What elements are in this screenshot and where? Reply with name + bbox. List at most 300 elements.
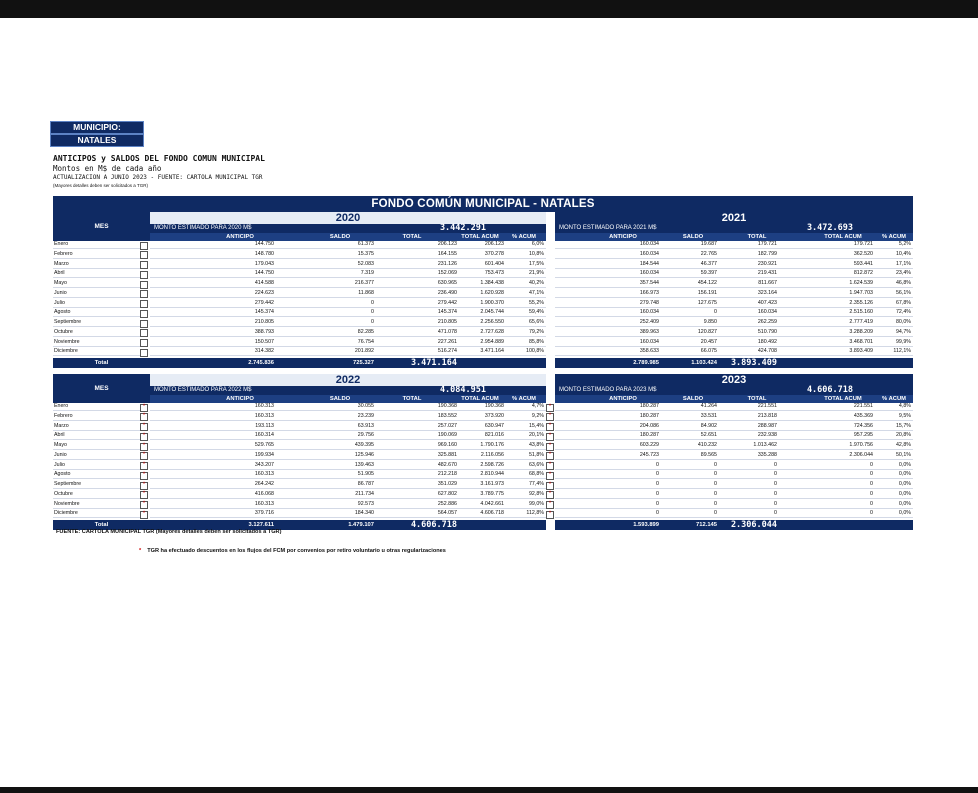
- table-cell: 180.492: [757, 338, 777, 345]
- table-cell: 219.431: [757, 270, 777, 277]
- column-header: TOTAL ACUM: [824, 396, 862, 402]
- table-cell: 724.356: [853, 422, 873, 429]
- total-row: [555, 358, 913, 368]
- table-cell: 42,8%: [895, 442, 911, 448]
- table-cell: 160.314: [254, 432, 274, 439]
- month-cell: [53, 348, 148, 356]
- table-cell: 160.034: [757, 309, 777, 316]
- table-cell: 221.551: [757, 403, 777, 409]
- table-cell: 66.075: [700, 348, 717, 355]
- month-label: Diciembre: [54, 348, 78, 355]
- checkbox-icon: [140, 300, 148, 308]
- table-cell: 0,0%: [898, 490, 911, 497]
- table-cell: 94,7%: [895, 328, 911, 335]
- table-cell: 0: [656, 510, 659, 517]
- total-anticipo: 2.745.836: [248, 360, 274, 366]
- table-cell: 0: [656, 481, 659, 487]
- checkbox-icon: [140, 320, 148, 328]
- table-cell: 236.490: [437, 289, 457, 296]
- table-cell: 362.520: [853, 250, 873, 257]
- table-cell: 4.042.661: [480, 500, 504, 507]
- table-cell: 0,0%: [898, 461, 911, 468]
- table-cell: 564.057: [437, 510, 457, 517]
- table-cell: 43,8%: [528, 442, 544, 448]
- fund-banner: FONDO COMÚN MUNICIPAL - NATALES: [53, 196, 913, 212]
- column-header: ANTICIPO: [226, 396, 254, 402]
- table-cell: 3.468.701: [849, 338, 873, 345]
- table-cell: 279.748: [639, 299, 659, 306]
- total-anticipo: 2.789.985: [633, 360, 659, 366]
- table-row: [548, 442, 913, 450]
- table-cell: 627.802: [437, 490, 457, 497]
- year-title: 2022: [150, 374, 546, 387]
- table-cell: 454.122: [697, 280, 717, 286]
- month-cell: [53, 309, 148, 317]
- table-cell: 46,8%: [895, 280, 911, 286]
- table-cell: 10,8%: [528, 250, 544, 257]
- month-column: [53, 403, 150, 520]
- table-cell: 125.946: [354, 451, 374, 458]
- table-cell: 206.123: [484, 241, 504, 247]
- table-cell: 72,4%: [895, 309, 911, 316]
- footer-note-line: [139, 548, 446, 554]
- table-cell: 2.306.044: [849, 451, 873, 458]
- red-mark-icon: *: [139, 548, 142, 554]
- total-saldo: 1.103.424: [691, 360, 717, 366]
- table-cell: 86.787: [357, 481, 374, 487]
- table-cell: 4,7%: [531, 403, 544, 409]
- table-row: [555, 319, 913, 327]
- checkbox-icon: [140, 242, 148, 250]
- table-row: [150, 481, 546, 489]
- table-cell: 230.921: [757, 260, 777, 267]
- table-cell: 210.805: [254, 319, 274, 325]
- table-cell: 252.409: [639, 319, 659, 325]
- table-cell: 4.606.718: [480, 510, 504, 517]
- table-cell: 335.288: [757, 451, 777, 458]
- table-cell: 179.721: [853, 241, 873, 247]
- table-cell: 314.382: [254, 348, 274, 355]
- table-cell: 1.013.462: [753, 442, 777, 448]
- table-row: [548, 432, 913, 440]
- month-column: [53, 241, 150, 358]
- table-cell: 201.892: [354, 348, 374, 355]
- table-cell: 76.754: [357, 338, 374, 345]
- table-cell: 67,8%: [895, 299, 911, 306]
- table-cell: 0,0%: [898, 481, 911, 487]
- month-label: Junio: [54, 451, 67, 458]
- checkbox-icon: [140, 251, 148, 259]
- table-cell: 10,4%: [895, 250, 911, 257]
- table-cell: 279.442: [437, 299, 457, 306]
- table-cell: 150.507: [254, 338, 274, 345]
- table-cell: 47,1%: [528, 289, 544, 296]
- table-cell: 206.123: [437, 241, 457, 247]
- table-cell: 160.313: [254, 412, 274, 419]
- table-cell: 127.675: [697, 299, 717, 306]
- table-cell: 957.295: [853, 432, 873, 439]
- table-cell: 120.827: [697, 328, 717, 335]
- table-cell: 20,8%: [895, 432, 911, 439]
- table-cell: 3.893.409: [849, 348, 873, 355]
- red-mark-icon: *: [140, 482, 148, 490]
- estimated-amount-value: 4.084.951: [439, 385, 486, 395]
- red-mark-icon: *: [546, 433, 554, 441]
- table-cell: 2.598.726: [480, 461, 504, 468]
- table-cell: 112,1%: [893, 348, 911, 355]
- table-row: [555, 241, 913, 249]
- month-label: Mayo: [54, 280, 67, 286]
- bottom-black-bar: [0, 787, 978, 793]
- table-cell: 61.373: [357, 241, 374, 247]
- section-2020: [150, 212, 546, 368]
- table-block-2020-2021: [53, 212, 913, 368]
- table-cell: 0: [656, 500, 659, 507]
- month-label: Julio: [54, 299, 65, 306]
- table-block-2022-2023: [53, 374, 913, 530]
- table-cell: 224.623: [254, 289, 274, 296]
- table-row: [150, 471, 546, 479]
- month-cell: [53, 481, 148, 489]
- table-cell: 80,0%: [895, 319, 911, 325]
- column-header: % ACUM: [512, 234, 536, 240]
- month-label: Octubre: [54, 490, 73, 497]
- table-cell: 182.799: [757, 250, 777, 257]
- table-cell: 424.708: [757, 348, 777, 355]
- table-row: [548, 412, 913, 421]
- table-row: [555, 348, 913, 356]
- report-subtitle: Montos en M$ de cada año: [53, 164, 162, 173]
- table-cell: 199.934: [254, 451, 274, 458]
- column-headers: [555, 395, 913, 403]
- month-cell: [53, 403, 148, 411]
- column-header: SALDO: [329, 234, 351, 240]
- table-cell: 2.045.744: [480, 309, 504, 316]
- red-mark-icon: *: [546, 452, 554, 460]
- table-row: [548, 471, 913, 479]
- table-cell: 471.078: [437, 328, 457, 335]
- month-label: Febrero: [54, 412, 73, 419]
- year-title: 2023: [721, 374, 747, 386]
- table-cell: 190.368: [437, 403, 457, 409]
- estimated-amount-row: [150, 386, 546, 395]
- table-row: [548, 500, 913, 509]
- column-header: TOTAL: [402, 396, 422, 402]
- table-cell: 216.377: [354, 280, 374, 286]
- table-cell: 1.624.539: [849, 280, 873, 286]
- table-cell: 357.544: [639, 280, 659, 286]
- table-row: [548, 451, 913, 460]
- table-cell: 148.780: [254, 250, 274, 257]
- table-cell: 0: [656, 490, 659, 497]
- table-row: [548, 481, 913, 489]
- month-label: Febrero: [54, 250, 73, 257]
- table-cell: 59.397: [700, 270, 717, 277]
- data-rows: [150, 403, 546, 520]
- table-cell: 100,8%: [526, 348, 544, 355]
- table-cell: 603.229: [639, 442, 659, 448]
- table-cell: 0: [714, 471, 717, 478]
- table-cell: 3.471.164: [480, 348, 504, 355]
- column-headers: [150, 395, 546, 403]
- table-cell: 190.368: [484, 403, 504, 409]
- table-cell: 82.285: [357, 328, 374, 335]
- table-cell: 439.395: [354, 442, 374, 448]
- table-row: [555, 251, 913, 259]
- table-cell: 6,0%: [531, 241, 544, 247]
- column-header: ANTICIPO: [609, 234, 637, 240]
- table-row: [150, 300, 546, 308]
- table-cell: 0,0%: [898, 471, 911, 478]
- column-header: ANTICIPO: [226, 234, 254, 240]
- table-cell: 15.375: [357, 250, 374, 257]
- column-header: TOTAL ACUM: [824, 234, 862, 240]
- municipality-box: [50, 121, 144, 147]
- data-rows: [555, 241, 913, 358]
- table-cell: 1.620.928: [480, 289, 504, 296]
- table-cell: 969.160: [437, 442, 457, 448]
- month-label: Noviembre: [54, 500, 80, 507]
- column-header: % ACUM: [882, 234, 906, 240]
- table-cell: 0: [870, 471, 873, 478]
- table-cell: 50,1%: [895, 451, 911, 458]
- table-cell: 0: [714, 510, 717, 517]
- table-cell: 482.670: [437, 461, 457, 468]
- municipality-label: MUNICIPIO:: [50, 121, 144, 134]
- table-cell: 601.404: [484, 260, 504, 267]
- checkbox-icon: [140, 290, 148, 298]
- table-cell: 160.034: [639, 270, 659, 277]
- table-row: [150, 339, 546, 347]
- red-mark-icon: *: [546, 501, 554, 509]
- table-cell: 0: [371, 319, 374, 325]
- checkbox-icon: [140, 339, 148, 347]
- table-cell: 40,2%: [528, 280, 544, 286]
- footer-source: FUENTE: CARTOLA MUNICIPAL TGR (Mayores detalles deben ser solicitados a TGR): [56, 529, 282, 535]
- table-cell: 164.155: [437, 250, 457, 257]
- table-cell: 180.287: [639, 432, 659, 439]
- column-header: TOTAL: [747, 396, 767, 402]
- report-title: ANTICIPOS y SALDOS DEL FONDO COMUN MUNICIPAL: [53, 154, 265, 163]
- table-cell: 2.355.126: [849, 299, 873, 306]
- total-total: 4.606.718: [410, 520, 457, 530]
- table-cell: 166.973: [639, 289, 659, 296]
- red-mark-icon: *: [140, 423, 148, 431]
- column-header: SALDO: [329, 396, 351, 402]
- month-cell: [53, 251, 148, 259]
- month-cell: [53, 452, 148, 460]
- table-cell: 0: [656, 461, 659, 468]
- table-row: [555, 280, 913, 288]
- total-saldo: 725.327: [353, 360, 374, 366]
- table-cell: 812.872: [853, 270, 873, 277]
- table-cell: 99,9%: [895, 338, 911, 345]
- table-cell: 212.218: [437, 471, 457, 478]
- table-cell: 63,6%: [528, 461, 544, 468]
- table-cell: 213.818: [757, 412, 777, 419]
- total-saldo: 712.145: [696, 522, 717, 528]
- red-mark-icon: *: [140, 443, 148, 451]
- table-cell: 22.765: [700, 250, 717, 257]
- table-row: [150, 309, 546, 317]
- table-row: [548, 403, 913, 411]
- table-cell: 358.633: [639, 348, 659, 355]
- table-cell: 84.902: [700, 422, 717, 429]
- total-label: Total: [53, 520, 150, 530]
- table-cell: 204.086: [639, 422, 659, 429]
- table-cell: 52.651: [700, 432, 717, 439]
- table-row: [555, 290, 913, 298]
- month-cell: [53, 471, 148, 479]
- table-cell: 0: [870, 461, 873, 468]
- table-cell: 85,8%: [528, 338, 544, 345]
- month-cell: [53, 261, 148, 269]
- column-header: TOTAL: [747, 234, 767, 240]
- column-header: TOTAL: [402, 234, 422, 240]
- table-cell: 593.441: [853, 260, 873, 267]
- table-cell: 160.034: [639, 309, 659, 316]
- table-cell: 211.734: [355, 490, 374, 497]
- table-cell: 183.552: [437, 412, 457, 419]
- table-cell: 0: [714, 309, 717, 316]
- table-cell: 56,1%: [895, 289, 911, 296]
- table-cell: 264.242: [254, 481, 274, 487]
- table-cell: 516.274: [437, 348, 457, 355]
- estimated-amount-value: 4.606.718: [806, 385, 853, 395]
- estimated-amount-value: 3.472.693: [806, 223, 853, 233]
- table-cell: 30.055: [357, 403, 374, 409]
- column-header: % ACUM: [512, 396, 536, 402]
- table-cell: 630.965: [437, 280, 457, 286]
- table-cell: 2.727.628: [480, 328, 504, 335]
- table-cell: 370.278: [484, 250, 504, 257]
- section-2021: [555, 212, 913, 368]
- table-cell: 1.384.438: [480, 280, 504, 286]
- month-cell: [53, 413, 148, 421]
- table-cell: 145.374: [254, 309, 274, 316]
- table-cell: 2.116.056: [480, 451, 504, 458]
- table-cell: 193.113: [255, 422, 274, 429]
- table-cell: 227.261: [437, 338, 457, 345]
- checkbox-icon: [140, 281, 148, 289]
- table-cell: 184.544: [639, 260, 659, 267]
- table-cell: 0: [371, 299, 374, 306]
- table-row: [150, 241, 546, 249]
- table-row: [150, 491, 546, 499]
- table-cell: 180.287: [639, 412, 659, 419]
- column-header: TOTAL ACUM: [461, 396, 499, 402]
- table-cell: 112,8%: [526, 510, 544, 517]
- year-title: 2021: [721, 212, 747, 224]
- red-mark-icon: *: [140, 452, 148, 460]
- table-cell: 0: [774, 510, 777, 517]
- table-row: [555, 339, 913, 347]
- month-label: Agosto: [54, 471, 71, 478]
- month-label: Agosto: [54, 309, 71, 316]
- table-cell: 144.750: [254, 241, 274, 247]
- table-cell: 379.716: [254, 510, 274, 517]
- checkbox-icon: [140, 261, 148, 269]
- table-cell: 0: [774, 481, 777, 487]
- red-mark-icon: *: [140, 404, 148, 412]
- table-row: [555, 261, 913, 269]
- table-cell: 288.987: [757, 422, 777, 429]
- red-mark-icon: *: [140, 501, 148, 509]
- table-row: [555, 300, 913, 308]
- table-cell: 753.473: [484, 270, 504, 277]
- table-cell: 9,5%: [898, 412, 911, 419]
- checkbox-icon: [140, 349, 148, 357]
- estimated-amount-label: MONTO ESTIMADO PARA 2023 M$: [559, 387, 657, 393]
- table-cell: 152.069: [437, 270, 457, 277]
- report-update: ACTUALIZACION A JUNIO 2023 - FUENTE: CARTOLA MUNICIPAL TGR: [53, 174, 263, 181]
- red-mark-icon: *: [140, 472, 148, 480]
- table-cell: 351.029: [437, 481, 457, 487]
- table-cell: 23.239: [357, 412, 374, 419]
- table-cell: 1.970.756: [849, 442, 873, 448]
- table-cell: 414.588: [254, 280, 274, 286]
- month-label: Octubre: [54, 328, 73, 335]
- column-header: SALDO: [682, 234, 704, 240]
- table-cell: 407.423: [757, 299, 777, 306]
- table-cell: 252.886: [437, 500, 457, 507]
- table-row: [150, 348, 546, 356]
- table-cell: 0: [870, 510, 873, 517]
- month-label: Marzo: [54, 422, 69, 429]
- table-cell: 11.868: [358, 289, 374, 296]
- red-mark-icon: *: [546, 511, 554, 519]
- table-cell: 99,0%: [528, 500, 544, 507]
- month-label: Junio: [54, 289, 67, 296]
- total-total: 3.893.409: [730, 358, 777, 368]
- table-row: [150, 403, 546, 411]
- table-cell: 410.232: [697, 442, 717, 448]
- table-cell: 0: [870, 500, 873, 507]
- table-row: [555, 309, 913, 317]
- month-cell: [53, 462, 148, 470]
- table-cell: 0: [774, 471, 777, 478]
- table-cell: 20,1%: [528, 432, 544, 439]
- table-cell: 160.034: [639, 338, 659, 345]
- total-row: [150, 358, 546, 368]
- table-cell: 65,6%: [528, 319, 544, 325]
- month-cell: [53, 432, 148, 440]
- table-row: [150, 319, 546, 327]
- total-total: 2.306.044: [730, 520, 777, 530]
- total-saldo: 1.479.107: [348, 522, 374, 528]
- checkbox-icon: [140, 310, 148, 318]
- table-cell: 1.947.703: [849, 289, 873, 296]
- table-cell: 2.515.160: [849, 309, 873, 316]
- table-row: [548, 461, 913, 470]
- mes-header: MES: [53, 212, 150, 241]
- table-cell: 68,8%: [528, 471, 544, 478]
- table-cell: 1.900.370: [480, 299, 504, 306]
- table-cell: 0: [870, 481, 873, 487]
- red-mark-icon: *: [546, 472, 554, 480]
- table-cell: 435.369: [853, 412, 873, 419]
- table-cell: 0: [774, 490, 777, 497]
- table-cell: 2.256.550: [480, 319, 504, 325]
- checkbox-icon: [140, 271, 148, 279]
- table-cell: 79,2%: [528, 328, 544, 335]
- table-row: [150, 432, 546, 440]
- table-cell: 0,0%: [898, 500, 911, 507]
- table-cell: 7.319: [360, 270, 374, 277]
- mes-header: MES: [53, 374, 150, 403]
- table-cell: 0: [714, 490, 717, 497]
- table-cell: 0: [714, 461, 717, 468]
